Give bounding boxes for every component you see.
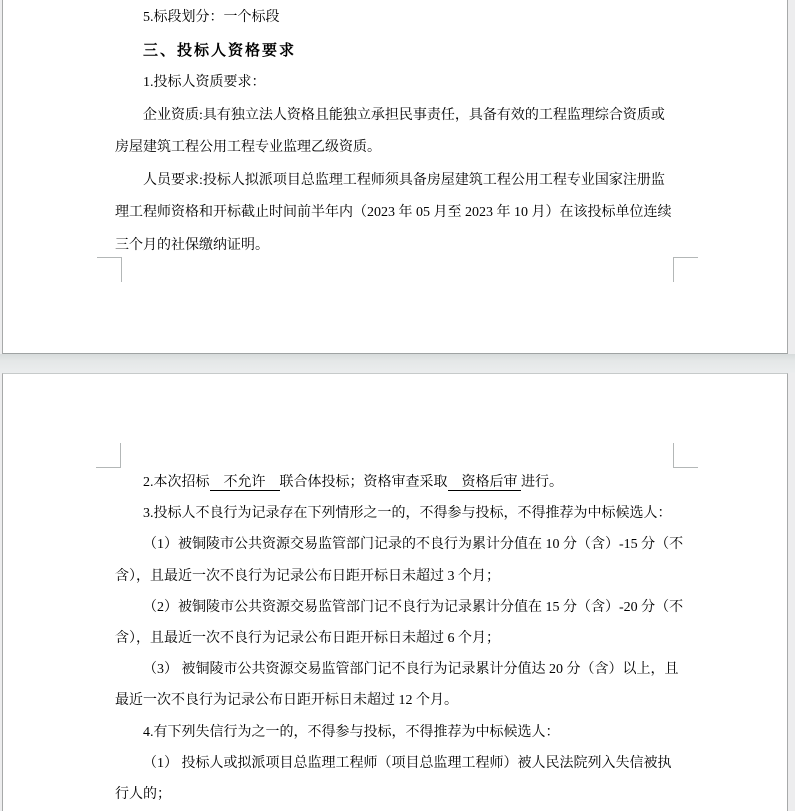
text-segment: 三、投标人资格要求	[143, 42, 297, 59]
text-segment: 联合体投标；资格审查采取	[279, 475, 448, 490]
text-segment: 三个月的社保缴纳证明。	[115, 237, 269, 253]
text-line	[115, 561, 675, 592]
text-line	[115, 748, 675, 779]
text-line	[115, 498, 675, 529]
text-line	[115, 67, 675, 100]
text-segment: 人员要求:投标人拟派项目总监理工程师须具备房屋建筑工程公用工程专业国家注册监	[143, 172, 665, 188]
text-line	[115, 592, 684, 623]
text-segment: 房屋建筑工程公用工程专业监理乙级资质。	[115, 140, 381, 155]
document-page-2[interactable]	[2, 373, 788, 811]
text-line	[115, 132, 675, 165]
text-line	[115, 100, 675, 133]
heading-line	[115, 35, 675, 68]
text-segment: 1.投标人资质要求：	[143, 75, 266, 90]
text-segment: 含），且最近一次不良行为记录公布日距开标日未超过 3 个月；	[115, 568, 500, 584]
page-gap	[0, 354, 795, 373]
text-segment: 最近一次不良行为记录公布日距开标日未超过 12 个月。	[115, 693, 458, 709]
page-2-text-area[interactable]	[115, 374, 684, 810]
text-boundary-mark-top-right-page-2	[673, 443, 698, 468]
text-line	[115, 165, 675, 198]
text-segment: 5.标段划分：一个标段	[143, 10, 280, 25]
underlined-blank: 资格后审	[447, 475, 521, 490]
text-line	[115, 779, 675, 810]
document-page-1[interactable]	[2, 0, 788, 354]
text-boundary-mark-bottom-left-page-1	[97, 257, 122, 282]
text-boundary-mark-top-left-page-2	[96, 443, 121, 468]
text-line	[115, 197, 675, 230]
text-segment: （2）被铜陵市公共资源交易监管部门记不良行为记录累计分值在 15 分（含）-20 分（不	[143, 599, 684, 615]
text-segment: 2.本次招标	[143, 475, 210, 490]
text-segment: 行人的；	[115, 787, 171, 803]
text-line	[115, 467, 675, 498]
text-segment: 含），且最近一次不良行为记录公布日距开标日未超过 6 个月；	[115, 631, 500, 647]
page-1-text-area[interactable]	[115, 0, 675, 262]
text-line	[115, 529, 684, 560]
text-line	[115, 623, 675, 654]
text-segment: 理工程师资格和开标截止时间前半年内（2023 年 05 月至 2023 年 10 月）在该投标单位连续	[115, 205, 672, 220]
text-line	[115, 230, 675, 263]
text-line	[115, 685, 675, 716]
text-segment: 4.有下列失信行为之一的，不得参与投标，不得推荐为中标候选人：	[143, 724, 560, 740]
underlined-blank: 不允许	[209, 475, 280, 490]
text-segment: 企业资质:具有独立法人资格且能独立承担民事责任，具备有效的工程监理综合资质或	[143, 107, 665, 123]
text-line	[115, 2, 675, 35]
text-line	[115, 717, 675, 748]
text-segment: （3） 被铜陵市公共资源交易监管部门记不良行为记录累计分值达 20 分（含）以上，且	[143, 662, 679, 678]
text-segment: 进行。	[521, 475, 563, 490]
text-segment: （1） 投标人或拟派项目总监理工程师（项目总监理工程师）被人民法院列入失信被执	[143, 755, 672, 771]
text-segment: 3.投标人不良行为记录存在下列情形之一的，不得参与投标，不得推荐为中标候选人：	[143, 506, 672, 522]
text-line	[115, 654, 679, 685]
text-segment: （1）被铜陵市公共资源交易监管部门记录的不良行为累计分值在 10 分（含）-15 分（不	[143, 537, 684, 553]
text-boundary-mark-bottom-right-page-1	[673, 257, 698, 282]
